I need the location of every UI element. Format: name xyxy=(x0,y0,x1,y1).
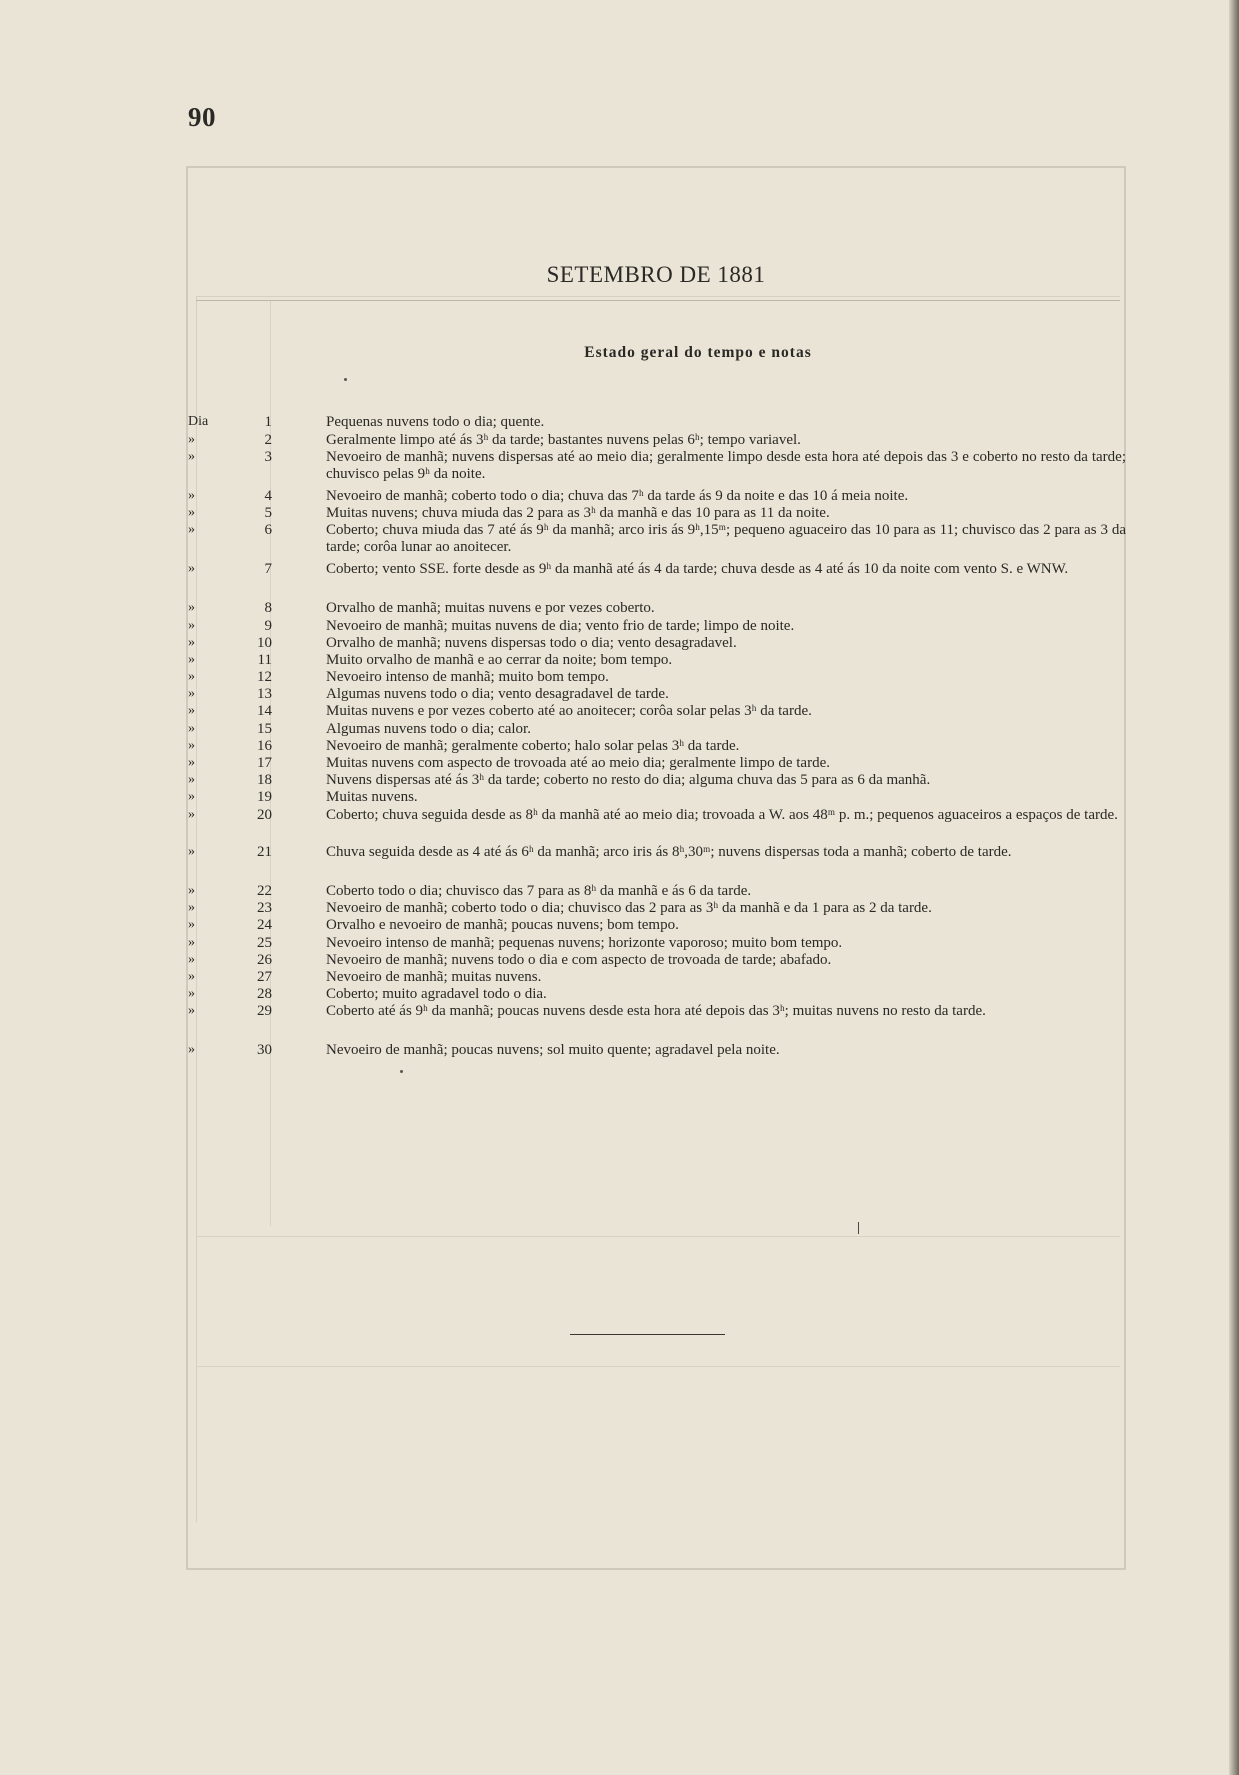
day-marker: » xyxy=(188,755,195,770)
weather-note: Orvalho de manhã; muitas nuvens e por vezes coberto. xyxy=(326,600,655,616)
weather-note: Nevoeiro de manhã; nuvens dispersas até ao meio dia; geralmente limpo desde esta hora até depois das 3 e coberto no resto da tarde; chuvisco pelas 9ʰ da noite. xyxy=(326,449,1126,482)
day-marker: » xyxy=(188,432,195,447)
day-marker: » xyxy=(188,986,195,1001)
title-rule xyxy=(196,300,1120,301)
weather-note: Nevoeiro de manhã; coberto todo o dia; chuva das 7ʰ da tarde ás 9 da noite e das 10 á meia noite. xyxy=(326,488,909,504)
day-number: 24 xyxy=(257,917,272,933)
weather-note: Coberto; chuva miuda das 7 até ás 9ʰ da manhã; arco iris ás 9ʰ,15ᵐ; pequeno aguaceiro das 10 para as 11; chuvisco das 2 para as 3 da tarde; corôa lunar ao anoitecer. xyxy=(326,522,1126,555)
day-marker: » xyxy=(188,1042,195,1057)
day-marker: » xyxy=(188,449,195,464)
day-marker: » xyxy=(188,935,195,950)
stray-mark xyxy=(858,1222,859,1234)
weather-note: Orvalho e nevoeiro de manhã; poucas nuvens; bom tempo. xyxy=(326,917,679,933)
day-marker: » xyxy=(188,561,195,576)
day-marker: » xyxy=(188,652,195,667)
day-number: 3 xyxy=(264,449,272,465)
day-number: 4 xyxy=(264,488,272,504)
weather-note: Muito orvalho de manhã e ao cerrar da noite; bom tempo. xyxy=(326,652,673,668)
day-marker: » xyxy=(188,600,195,615)
weather-note: Chuva seguida desde as 4 até ás 6ʰ da manhã; arco iris ás 8ʰ,30ᵐ; nuvens dispersas toda a manhã; coberto de tarde. xyxy=(326,844,1012,860)
day-number: 22 xyxy=(257,883,272,899)
day-number: 10 xyxy=(257,635,272,651)
weather-note: Algumas nuvens todo o dia; calor. xyxy=(326,721,531,737)
weather-note: Orvalho de manhã; nuvens dispersas todo o dia; vento desagradavel. xyxy=(326,635,737,651)
closing-rule xyxy=(570,1334,725,1335)
weather-note: Coberto todo o dia; chuvisco das 7 para as 8ʰ da manhã e ás 6 da tarde. xyxy=(326,883,752,899)
weather-note: Muitas nuvens; chuva miuda das 2 para as 3ʰ da manhã e das 10 para as 11 da noite. xyxy=(326,505,830,521)
day-number: 28 xyxy=(257,986,272,1002)
day-marker: » xyxy=(188,738,195,753)
day-marker: » xyxy=(188,952,195,967)
weather-note: Muitas nuvens e por vezes coberto até ao anoitecer; corôa solar pelas 3ʰ da tarde. xyxy=(326,703,812,719)
day-marker: » xyxy=(188,703,195,718)
weather-note: Coberto; chuva seguida desde as 8ʰ da manhã até ao meio dia; trovoada a W. aos 48ᵐ p. m.; pequenos aguaceiros a espaços de tarde. xyxy=(326,807,1118,823)
day-number: 23 xyxy=(257,900,272,916)
day-number: 1 xyxy=(264,414,272,430)
day-marker: » xyxy=(188,807,195,822)
day-marker: » xyxy=(188,669,195,684)
day-number: 16 xyxy=(257,738,272,754)
day-number: 18 xyxy=(257,772,272,788)
weather-note: Muitas nuvens com aspecto de trovoada até ao meio dia; geralmente limpo de tarde. xyxy=(326,755,830,771)
day-marker: » xyxy=(188,721,195,736)
day-number: 7 xyxy=(264,561,272,577)
day-number: 20 xyxy=(257,807,272,823)
page-number: 90 xyxy=(188,102,216,132)
stray-dot xyxy=(400,1070,403,1073)
weather-note: Geralmente limpo até ás 3ʰ da tarde; bastantes nuvens pelas 6ʰ; tempo variavel. xyxy=(326,432,801,448)
day-number: 11 xyxy=(257,652,272,668)
day-number: 6 xyxy=(264,522,272,538)
day-marker: » xyxy=(188,488,195,503)
weather-note: Nevoeiro de manhã; poucas nuvens; sol muito quente; agradavel pela noite. xyxy=(326,1042,780,1058)
day-marker: » xyxy=(188,1003,195,1018)
day-number: 9 xyxy=(264,618,272,634)
weather-note: Coberto até ás 9ʰ da manhã; poucas nuvens desde esta hora até depois das 3ʰ; muitas nuvens no resto da tarde. xyxy=(326,1003,986,1019)
day-number: 17 xyxy=(257,755,272,771)
day-marker: » xyxy=(188,789,195,804)
weather-note: Coberto; muito agradavel todo o dia. xyxy=(326,986,547,1002)
day-number: 13 xyxy=(257,686,272,702)
day-number: 19 xyxy=(257,789,272,805)
day-marker: » xyxy=(188,883,195,898)
day-marker: » xyxy=(188,917,195,932)
day-number: 26 xyxy=(257,952,272,968)
section-subtitle: Estado geral do tempo e notas xyxy=(584,344,812,361)
page-edge xyxy=(1229,0,1239,1775)
weather-note: Coberto; vento SSE. forte desde as 9ʰ da manhã até ás 4 da tarde; chuva desde as 4 até ás 10 da noite com vento S. e WNW. xyxy=(326,561,1069,577)
weather-note: Nevoeiro intenso de manhã; pequenas nuvens; horizonte vaporoso; muito bom tempo. xyxy=(326,935,843,951)
day-marker: » xyxy=(188,635,195,650)
day-number: 25 xyxy=(257,935,272,951)
weather-note: Algumas nuvens todo o dia; vento desagradavel de tarde. xyxy=(326,686,669,702)
day-marker: » xyxy=(188,505,195,520)
weather-note: Nuvens dispersas até ás 3ʰ da tarde; coberto no resto do dia; alguma chuva das 5 para as 6 da manhã. xyxy=(326,772,931,788)
day-number: 21 xyxy=(257,844,272,860)
day-marker: » xyxy=(188,844,195,859)
day-number: 5 xyxy=(264,505,272,521)
day-marker: » xyxy=(188,900,195,915)
weather-note: Nevoeiro de manhã; geralmente coberto; halo solar pelas 3ʰ da tarde. xyxy=(326,738,740,754)
day-marker: » xyxy=(188,772,195,787)
day-number: 8 xyxy=(264,600,272,616)
weather-note: Muitas nuvens. xyxy=(326,789,418,805)
day-marker: » xyxy=(188,618,195,633)
weather-note: Pequenas nuvens todo o dia; quente. xyxy=(326,414,545,430)
day-number: 15 xyxy=(257,721,272,737)
day-marker: Dia xyxy=(188,414,209,429)
day-number: 2 xyxy=(264,432,272,448)
day-marker: » xyxy=(188,969,195,984)
weather-note: Nevoeiro de manhã; coberto todo o dia; chuvisco das 2 para as 3ʰ da manhã e da 1 para as 2 da tarde. xyxy=(326,900,932,916)
day-number: 30 xyxy=(257,1042,272,1058)
weather-note: Nevoeiro de manhã; muitas nuvens. xyxy=(326,969,542,985)
page-title: SETEMBRO DE 1881 xyxy=(546,262,766,287)
day-marker: » xyxy=(188,686,195,701)
stray-dot xyxy=(344,378,347,381)
bleed-through-line xyxy=(196,1236,1120,1237)
day-number: 14 xyxy=(257,703,272,719)
day-number: 29 xyxy=(257,1003,272,1019)
day-number: 27 xyxy=(257,969,272,985)
day-marker: » xyxy=(188,522,195,537)
day-number: 12 xyxy=(257,669,272,685)
weather-note: Nevoeiro de manhã; muitas nuvens de dia; vento frio de tarde; limpo de noite. xyxy=(326,618,795,634)
bleed-through-line xyxy=(196,1366,1120,1367)
weather-note: Nevoeiro de manhã; nuvens todo o dia e com aspecto de trovoada de tarde; abafado. xyxy=(326,952,832,968)
weather-note: Nevoeiro intenso de manhã; muito bom tempo. xyxy=(326,669,609,685)
